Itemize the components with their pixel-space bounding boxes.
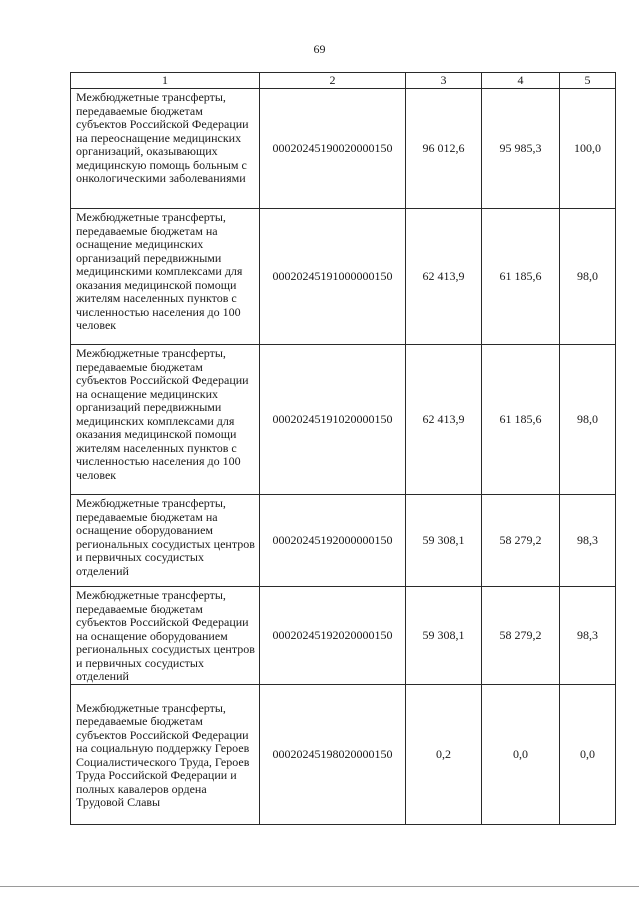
row-percent-cell: 98,3 <box>560 495 616 587</box>
table-header-row <box>71 73 616 89</box>
row-approved-cell: 96 012,6 <box>406 89 482 209</box>
row-approved-cell: 62 413,9 <box>406 345 482 495</box>
page-number: 69 <box>313 42 326 56</box>
row-executed-cell: 61 185,6 <box>482 209 560 345</box>
row-code-cell: 00020245198020000150 <box>260 685 406 825</box>
row-percent-cell: 98,0 <box>560 345 616 495</box>
row-code-cell: 00020245191020000150 <box>260 345 406 495</box>
row-name-cell: Межбюджетные трансферты, передаваемые бюджетам на оснащение медицинских организаций передвижными медицинскими комплексами для оказания медицинской помощи жителям населенных пунктов с численностью населения до 100 человек <box>71 209 260 345</box>
table-row <box>71 495 616 587</box>
budget-table <box>70 72 616 825</box>
row-approved-cell: 62 413,9 <box>406 209 482 345</box>
row-executed-cell: 0,0 <box>482 685 560 825</box>
row-percent-cell: 0,0 <box>560 685 616 825</box>
row-executed-cell: 95 985,3 <box>482 89 560 209</box>
row-approved-cell: 59 308,1 <box>406 587 482 685</box>
column-header: 5 <box>560 73 616 89</box>
row-executed-cell: 58 279,2 <box>482 495 560 587</box>
row-percent-cell: 98,3 <box>560 587 616 685</box>
column-header: 4 <box>482 73 560 89</box>
row-executed-cell: 61 185,6 <box>482 345 560 495</box>
column-header: 1 <box>71 73 260 89</box>
row-name-cell: Межбюджетные трансферты, передаваемые бюджетам на оснащение оборудованием региональных сосудистых центров и первичных сосудистых отделений <box>71 495 260 587</box>
row-approved-cell: 59 308,1 <box>406 495 482 587</box>
table-row <box>71 89 616 209</box>
table-row <box>71 587 616 685</box>
page-bottom-rule <box>0 886 639 887</box>
row-code-cell: 00020245192020000150 <box>260 587 406 685</box>
row-name-cell: Межбюджетные трансферты, передаваемые бюджетам субъектов Российской Федерации на оснащение медицинских организаций передвижными медицинских комплексами для оказания медицинской помощи жителям населенных пунктов с численностью населения до 100 человек <box>71 345 260 495</box>
row-approved-cell: 0,2 <box>406 685 482 825</box>
row-percent-cell: 100,0 <box>560 89 616 209</box>
row-code-cell: 00020245191000000150 <box>260 209 406 345</box>
row-name-cell: Межбюджетные трансферты, передаваемые бюджетам субъектов Российской Федерации на оснащение оборудованием региональных сосудистых центров и первичных сосудистых отделений <box>71 587 260 685</box>
row-name-cell: Межбюджетные трансферты, передаваемые бюджетам субъектов Российской Федерации на переоснащение медицинских организаций, оказывающих медицинскую помощь больным с онкологическими заболеваниями <box>71 89 260 209</box>
row-executed-cell: 58 279,2 <box>482 587 560 685</box>
table-row <box>71 345 616 495</box>
row-name-cell: Межбюджетные трансферты, передаваемые бюджетам субъектов Российской Федерации на социальную поддержку Героев Социалистического Труда, Героев Труда Российской Федерации и полных кавалеров ордена Трудовой Славы <box>71 685 260 825</box>
row-percent-cell: 98,0 <box>560 209 616 345</box>
table-row <box>71 685 616 825</box>
column-header: 2 <box>260 73 406 89</box>
column-header: 3 <box>406 73 482 89</box>
table-row <box>71 209 616 345</box>
row-code-cell: 00020245190020000150 <box>260 89 406 209</box>
row-code-cell: 00020245192000000150 <box>260 495 406 587</box>
